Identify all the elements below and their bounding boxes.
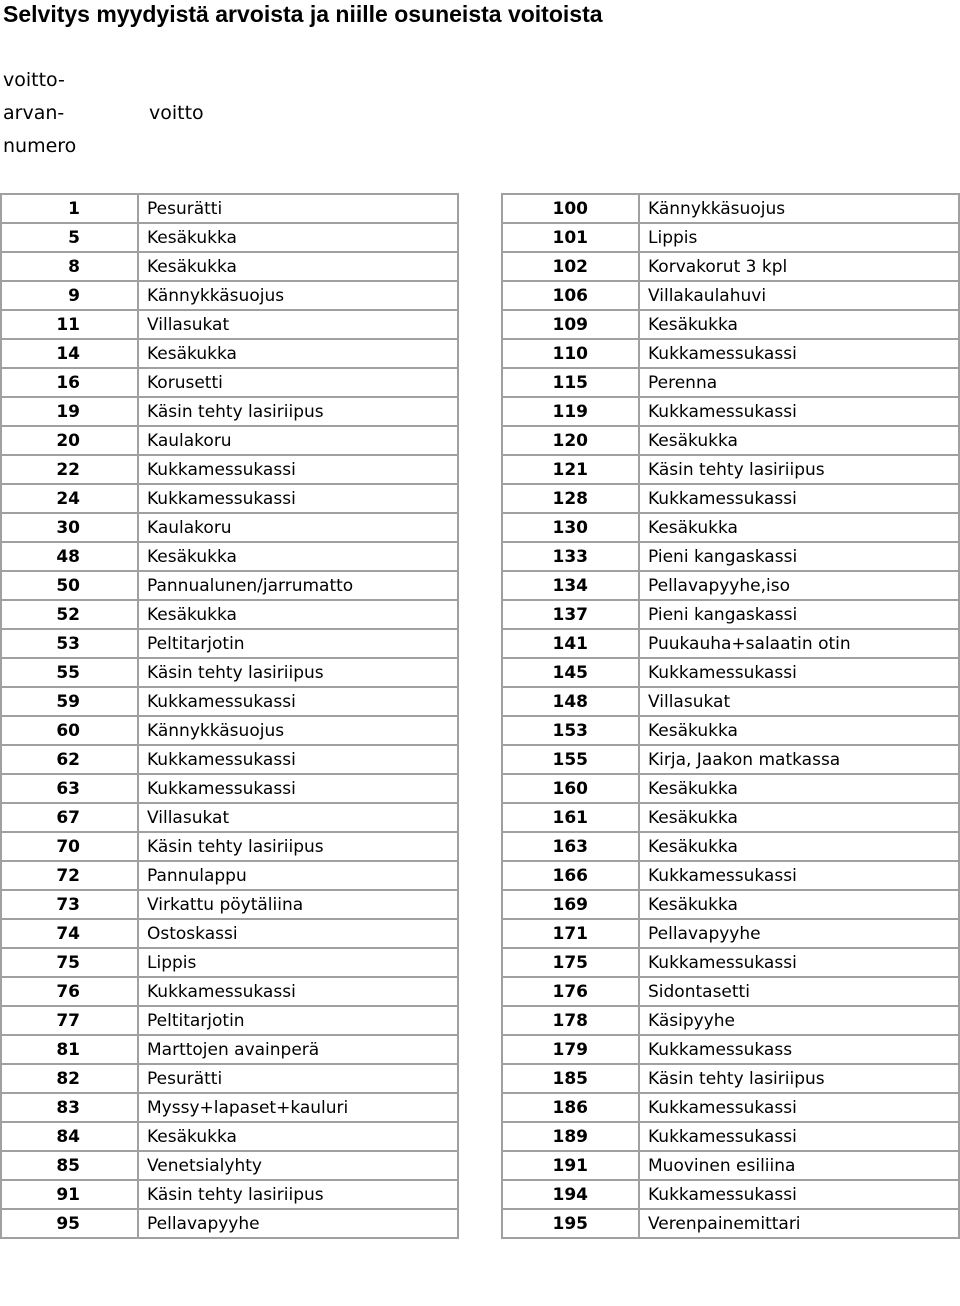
table-row [502, 339, 959, 368]
ticket-number-cell: 186 [502, 1093, 639, 1122]
ticket-number-cell: 175 [502, 948, 639, 977]
prize-cell: Kukkamessukassi [639, 1122, 959, 1151]
prize-cell: Korvakorut 3 kpl [639, 252, 959, 281]
ticket-number-cell: 8 [1, 252, 138, 281]
prize-cell: Lippis [639, 223, 959, 252]
ticket-number-cell: 85 [1, 1151, 138, 1180]
ticket-number-cell: 166 [502, 861, 639, 890]
table-row [502, 861, 959, 890]
table-row [502, 687, 959, 716]
prize-cell: Pesurätti [138, 194, 458, 223]
ticket-number-cell: 95 [1, 1209, 138, 1238]
prize-cell: Käsin tehty lasiriipus [639, 1064, 959, 1093]
table-row [502, 397, 959, 426]
table-row [1, 484, 458, 513]
prize-cell: Kesäkukka [639, 774, 959, 803]
prize-cell: Kesäkukka [138, 339, 458, 368]
table-row [1, 310, 458, 339]
table-row [1, 745, 458, 774]
prize-cell: Kukkamessukassi [639, 1093, 959, 1122]
ticket-number-cell: 185 [502, 1064, 639, 1093]
ticket-number-header [3, 64, 76, 163]
table-row [1, 716, 458, 745]
table-row [502, 194, 959, 223]
prize-cell: Pellavapyyhe,iso [639, 571, 959, 600]
prize-cell: Käsin tehty lasiriipus [138, 397, 458, 426]
prize-cell: Kännykkäsuojus [639, 194, 959, 223]
ticket-number-cell: 101 [502, 223, 639, 252]
ticket-number-cell: 137 [502, 600, 639, 629]
table-row [502, 1122, 959, 1151]
ticket-number-cell: 163 [502, 832, 639, 861]
table-row [1, 339, 458, 368]
ticket-number-cell: 11 [1, 310, 138, 339]
ticket-number-cell: 171 [502, 919, 639, 948]
table-row [1, 1093, 458, 1122]
ticket-number-cell: 72 [1, 861, 138, 890]
table-row [502, 1006, 959, 1035]
ticket-number-cell: 9 [1, 281, 138, 310]
prize-cell: Kesäkukka [138, 223, 458, 252]
table-row [1, 803, 458, 832]
prize-cell: Kaulakoru [138, 513, 458, 542]
page-title: Selvitys myydyistä arvoista ja niille osuneista voitoista [3, 1, 603, 27]
table-row [502, 426, 959, 455]
ticket-number-cell: 176 [502, 977, 639, 1006]
prize-cell: Kesäkukka [639, 832, 959, 861]
table-row [502, 1064, 959, 1093]
table-row [1, 542, 458, 571]
table-row [1, 687, 458, 716]
ticket-number-cell: 161 [502, 803, 639, 832]
ticket-number-cell: 74 [1, 919, 138, 948]
table-row [1, 774, 458, 803]
ticket-number-cell: 52 [1, 600, 138, 629]
table-row [1, 1180, 458, 1209]
table-row [1, 252, 458, 281]
ticket-number-cell: 178 [502, 1006, 639, 1035]
table-row [502, 1151, 959, 1180]
prize-cell: Pesurätti [138, 1064, 458, 1093]
prize-cell: Korusetti [138, 368, 458, 397]
table-row [502, 310, 959, 339]
prize-cell: Kukkamessukassi [639, 397, 959, 426]
ticket-number-cell: 30 [1, 513, 138, 542]
prize-cell: Käsin tehty lasiriipus [639, 455, 959, 484]
table-row [1, 658, 458, 687]
table-row [1, 1209, 458, 1238]
table-row [502, 368, 959, 397]
ticket-number-cell: 76 [1, 977, 138, 1006]
prize-cell: Kesäkukka [639, 716, 959, 745]
prize-cell: Venetsialyhty [138, 1151, 458, 1180]
ticket-number-cell: 14 [1, 339, 138, 368]
ticket-number-cell: 60 [1, 716, 138, 745]
ticket-number-cell: 70 [1, 832, 138, 861]
prize-cell: Käsipyyhe [639, 1006, 959, 1035]
table-row [502, 571, 959, 600]
prize-cell: Kesäkukka [138, 600, 458, 629]
prize-cell: Kukkamessukassi [639, 339, 959, 368]
prize-cell: Villasukat [138, 310, 458, 339]
prize-cell: Pieni kangaskassi [639, 600, 959, 629]
table-row [1, 368, 458, 397]
prize-cell: Kukkamessukassi [138, 745, 458, 774]
ticket-number-cell: 82 [1, 1064, 138, 1093]
ticket-number-cell: 130 [502, 513, 639, 542]
prize-cell: Villakaulahuvi [639, 281, 959, 310]
table-row [1, 948, 458, 977]
table-row [502, 1209, 959, 1238]
header-line: voitto- [3, 69, 65, 91]
ticket-number-cell: 133 [502, 542, 639, 571]
prize-cell: Lippis [138, 948, 458, 977]
ticket-number-cell: 1 [1, 194, 138, 223]
prize-cell: Peltitarjotin [138, 629, 458, 658]
prize-cell: Kesäkukka [639, 513, 959, 542]
prize-cell: Peltitarjotin [138, 1006, 458, 1035]
table-row [1, 1122, 458, 1151]
ticket-number-cell: 48 [1, 542, 138, 571]
prize-cell: Kesäkukka [138, 542, 458, 571]
ticket-number-cell: 141 [502, 629, 639, 658]
table-row [1, 426, 458, 455]
left-prize-table [0, 193, 459, 1239]
prize-cell: Kesäkukka [639, 310, 959, 339]
table-row [502, 1180, 959, 1209]
ticket-number-cell: 179 [502, 1035, 639, 1064]
prize-cell: Kesäkukka [138, 252, 458, 281]
ticket-number-cell: 115 [502, 368, 639, 397]
ticket-number-cell: 102 [502, 252, 639, 281]
ticket-number-cell: 75 [1, 948, 138, 977]
ticket-number-cell: 194 [502, 1180, 639, 1209]
prize-cell: Marttojen avainperä [138, 1035, 458, 1064]
table-row [502, 281, 959, 310]
table-row [1, 1006, 458, 1035]
ticket-number-cell: 62 [1, 745, 138, 774]
table-row [502, 774, 959, 803]
prize-cell: Kukkamessukass [639, 1035, 959, 1064]
table-row [1, 194, 458, 223]
prize-cell: Kirja, Jaakon matkassa [639, 745, 959, 774]
prize-cell: Käsin tehty lasiriipus [138, 832, 458, 861]
table-row [502, 919, 959, 948]
table-row [1, 832, 458, 861]
table-row [502, 803, 959, 832]
table-row [502, 252, 959, 281]
prize-cell: Villasukat [639, 687, 959, 716]
ticket-number-cell: 121 [502, 455, 639, 484]
ticket-number-cell: 155 [502, 745, 639, 774]
prize-cell: Pellavapyyhe [138, 1209, 458, 1238]
table-row [502, 890, 959, 919]
ticket-number-cell: 109 [502, 310, 639, 339]
table-row [502, 1093, 959, 1122]
ticket-number-cell: 189 [502, 1122, 639, 1151]
ticket-number-cell: 145 [502, 658, 639, 687]
prize-cell: Kaulakoru [138, 426, 458, 455]
prize-cell: Kukkamessukassi [138, 484, 458, 513]
table-row [1, 223, 458, 252]
table-row [1, 397, 458, 426]
prize-cell: Kesäkukka [639, 803, 959, 832]
prize-cell: Käsin tehty lasiriipus [138, 1180, 458, 1209]
prize-cell: Käsin tehty lasiriipus [138, 658, 458, 687]
table-row [1, 977, 458, 1006]
prize-cell: Pannulappu [138, 861, 458, 890]
table-row [502, 716, 959, 745]
header-line: numero [3, 135, 77, 157]
table-row [502, 745, 959, 774]
table-row [1, 571, 458, 600]
ticket-number-cell: 67 [1, 803, 138, 832]
ticket-number-cell: 22 [1, 455, 138, 484]
table-row [1, 919, 458, 948]
prize-cell: Kukkamessukassi [138, 455, 458, 484]
prize-cell: Kukkamessukassi [639, 861, 959, 890]
prize-cell: Kukkamessukassi [639, 948, 959, 977]
ticket-number-cell: 148 [502, 687, 639, 716]
ticket-number-cell: 84 [1, 1122, 138, 1151]
prize-cell: Kesäkukka [639, 426, 959, 455]
table-row [1, 600, 458, 629]
prize-cell: Myssy+lapaset+kauluri [138, 1093, 458, 1122]
ticket-number-cell: 191 [502, 1151, 639, 1180]
table-row [1, 513, 458, 542]
ticket-number-cell: 153 [502, 716, 639, 745]
prize-cell: Pieni kangaskassi [639, 542, 959, 571]
prize-cell: Muovinen esiliina [639, 1151, 959, 1180]
ticket-number-cell: 16 [1, 368, 138, 397]
table-row [502, 600, 959, 629]
ticket-number-cell: 169 [502, 890, 639, 919]
prize-cell: Pannualunen/jarrumatto [138, 571, 458, 600]
table-row [1, 890, 458, 919]
prize-cell: Kesäkukka [138, 1122, 458, 1151]
prize-cell: Kukkamessukassi [639, 658, 959, 687]
table-row [1, 455, 458, 484]
ticket-number-cell: 120 [502, 426, 639, 455]
prize-cell: Kännykkäsuojus [138, 716, 458, 745]
table-row [1, 861, 458, 890]
prize-cell: Kukkamessukassi [138, 977, 458, 1006]
table-row [1, 1151, 458, 1180]
table-row [502, 629, 959, 658]
prize-cell: Pellavapyyhe [639, 919, 959, 948]
table-row [502, 1035, 959, 1064]
ticket-number-cell: 73 [1, 890, 138, 919]
prize-cell: Villasukat [138, 803, 458, 832]
prize-cell: Perenna [639, 368, 959, 397]
ticket-number-cell: 19 [1, 397, 138, 426]
right-prize-table [501, 193, 960, 1239]
ticket-number-cell: 83 [1, 1093, 138, 1122]
ticket-number-cell: 160 [502, 774, 639, 803]
ticket-number-cell: 55 [1, 658, 138, 687]
table-row [1, 629, 458, 658]
prize-cell: Kesäkukka [639, 890, 959, 919]
ticket-number-cell: 77 [1, 1006, 138, 1035]
ticket-number-cell: 134 [502, 571, 639, 600]
prize-cell: Kukkamessukassi [639, 1180, 959, 1209]
prize-cell: Kukkamessukassi [639, 484, 959, 513]
ticket-number-cell: 50 [1, 571, 138, 600]
prize-cell: Puukauha+salaatin otin [639, 629, 959, 658]
ticket-number-cell: 195 [502, 1209, 639, 1238]
ticket-number-cell: 128 [502, 484, 639, 513]
ticket-number-cell: 5 [1, 223, 138, 252]
table-row [502, 658, 959, 687]
ticket-number-cell: 24 [1, 484, 138, 513]
table-row [502, 513, 959, 542]
prize-cell: Sidontasetti [639, 977, 959, 1006]
prize-cell: Ostoskassi [138, 919, 458, 948]
table-row [502, 948, 959, 977]
prize-cell: Kännykkäsuojus [138, 281, 458, 310]
ticket-number-cell: 91 [1, 1180, 138, 1209]
table-row [502, 484, 959, 513]
header-line: arvan- [3, 102, 65, 124]
table-row [502, 977, 959, 1006]
ticket-number-cell: 81 [1, 1035, 138, 1064]
table-row [1, 281, 458, 310]
prize-cell: Kukkamessukassi [138, 774, 458, 803]
ticket-number-cell: 59 [1, 687, 138, 716]
table-row [1, 1035, 458, 1064]
table-row [502, 832, 959, 861]
table-row [502, 542, 959, 571]
prize-cell: Virkattu pöytäliina [138, 890, 458, 919]
table-row [502, 455, 959, 484]
prize-cell: Verenpainemittari [639, 1209, 959, 1238]
table-row [502, 223, 959, 252]
ticket-number-cell: 53 [1, 629, 138, 658]
prize-cell: Kukkamessukassi [138, 687, 458, 716]
ticket-number-cell: 110 [502, 339, 639, 368]
ticket-number-cell: 20 [1, 426, 138, 455]
ticket-number-cell: 100 [502, 194, 639, 223]
ticket-number-cell: 119 [502, 397, 639, 426]
ticket-number-cell: 106 [502, 281, 639, 310]
ticket-number-cell: 63 [1, 774, 138, 803]
table-row [1, 1064, 458, 1093]
prize-header: voitto [149, 102, 204, 124]
